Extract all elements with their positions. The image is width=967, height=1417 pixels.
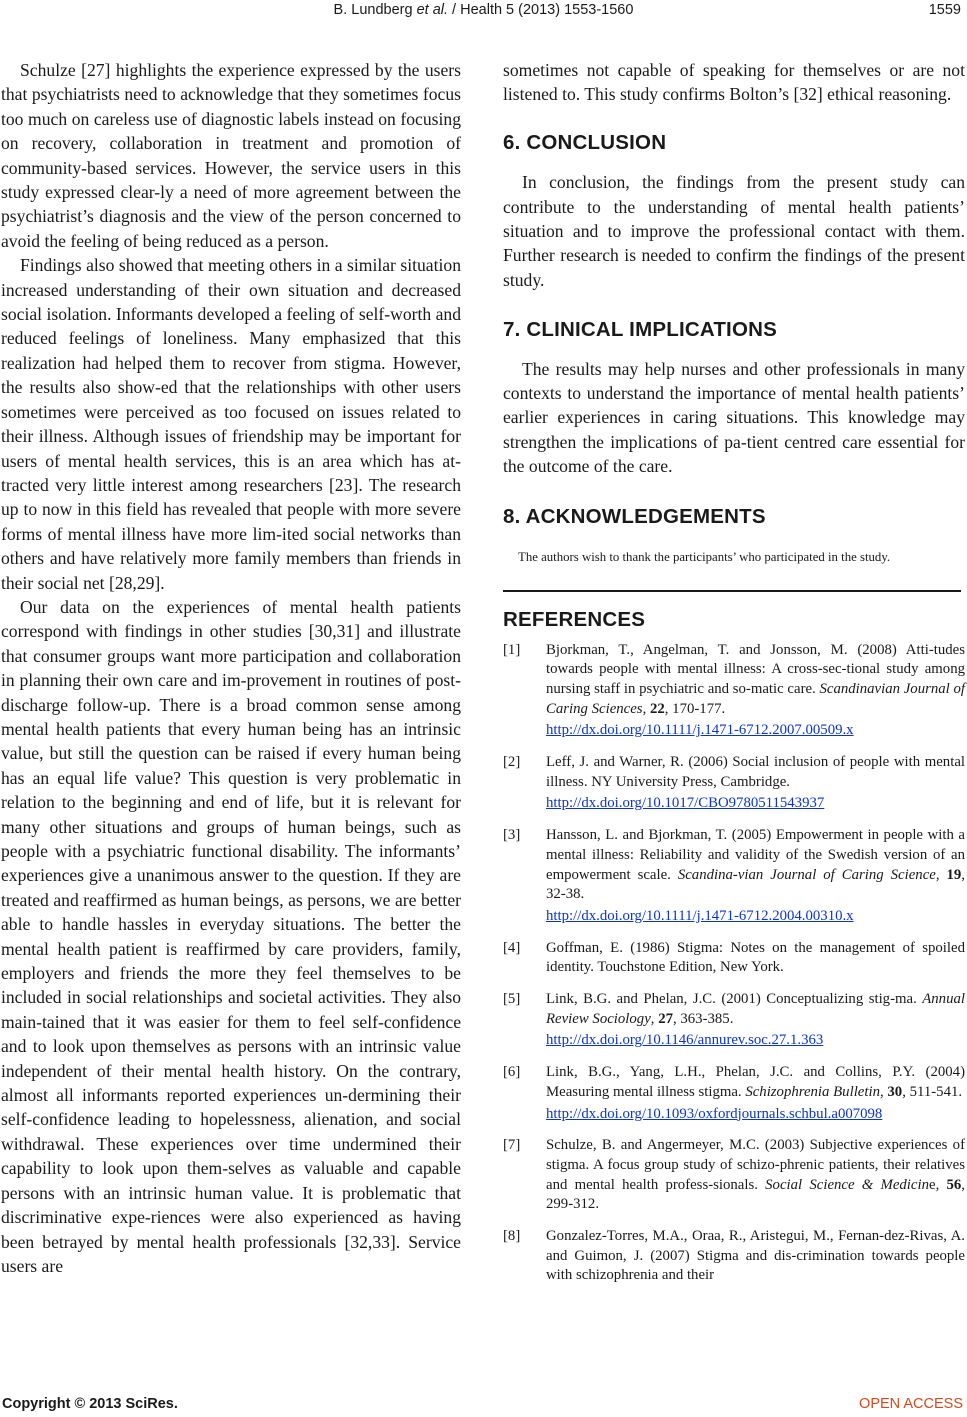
reference-number: [5] <box>503 991 521 1008</box>
reference-number: [8] <box>503 1228 521 1245</box>
header-citation <box>0 2 967 18</box>
reference-body <box>546 991 965 1027</box>
doi-link[interactable]: http://dx.doi.org/10.1111/j.1471-6712.2007.00509.x <box>546 722 854 739</box>
reference-item <box>503 826 965 927</box>
reference-item <box>503 753 965 814</box>
reference-number: [2] <box>503 754 521 771</box>
reference-item <box>503 990 965 1051</box>
reference-item <box>503 939 965 978</box>
reference-volume: 27 <box>658 1010 673 1027</box>
header-etal: et al. <box>416 2 449 18</box>
reference-pages: , 363-385. <box>672 1010 734 1027</box>
reference-item <box>503 1227 965 1286</box>
reference-number: [3] <box>503 827 521 844</box>
reference-item <box>503 1063 965 1124</box>
reference-list <box>503 641 965 1287</box>
doi-link[interactable]: http://dx.doi.org/10.1093/oxfordjournals.schbul.a007098 <box>546 1105 883 1122</box>
page-number: 1559 <box>928 2 961 18</box>
reference-pages: , 299-312. <box>546 1176 965 1213</box>
reference-number: [6] <box>503 1064 521 1081</box>
clinical-implications-heading: 7. CLINICAL IMPLICATIONS <box>503 318 777 342</box>
body-paragraph: Schulze [27] highlights the experience expressed by the users that psychiatrists need to acknowledge that they sometimes focus too much on careless use of diagnostic labels instead on focusing on recovery, collaboration in treatment and promotion of community-based services. However, the service users in this study expressed clear-ly a need of more agreement between the psychiatrist’s diagnosis and the view of the person concerned to avoid the feeling of being reduced as a person. <box>1 60 461 251</box>
reference-item <box>503 641 965 742</box>
reference-text: Bjorkman, T., Angelman, T. and Jonsson, M. (2008) Atti-tudes towards people with mental illness: A cross-sec-tional study among nursing staff in psychiatric and so-matic care. <box>546 641 965 697</box>
open-access-label: OPEN ACCESS <box>859 1396 963 1412</box>
body-paragraph: Our data on the experiences of mental health patients correspond with findings in other studies [30,31] and illustrate that consumer groups want more participation and collaboration in planning their own care and im-provement in routines of post-discharge follow-up. There is a broad common sense among mental health patients that every human being has an intrinsic value, but still the question can be raised if every human being has an equal life value? This question is very problematic in relation to the beginning and end of life, but it is relevant for many other situations and groups of human beings, such as people with a psychiatric functional disability. The informants’ experiences give a unanimous answer to the question. If they are treated and reaffirmed as human beings, as persons, we are better able to handle hassles in everyday situations. The better the mental health patient is reaffirmed by care providers, family, employers and friends the more they feel themselves to be included in social relationships and societal activities. They also main-tained that it was easier for them to feel self-confidence and to look upon themselves as persons with an intrinsic value independent of their mental health history. On the contrary, almost all informants reported experiences un-dermining their self-confidence leading to hopelessness, alienation, and social withdrawal. These experiences over time undermined their capability to look upon them-selves as valuable and capable persons with an intrinsic human value. It is problematic that discriminative expe-riences were also experienced as having been betrayed by mental health professionals [32,33]. Service users are <box>1 596 461 1276</box>
reference-separator: e, <box>929 1176 947 1193</box>
reference-journal: Scandina-vian Journal of Caring Science <box>677 866 936 883</box>
reference-journal: Annual Review Sociology <box>546 991 965 1027</box>
reference-journal: Social Science & Medicin <box>765 1176 929 1193</box>
doi-link[interactable]: http://dx.doi.org/10.1017/CBO9780511543937 <box>546 795 825 812</box>
doi-link[interactable]: http://dx.doi.org/10.1146/annurev.soc.27.1.363 <box>546 1032 824 1049</box>
reference-body <box>546 642 965 717</box>
reference-journal: Schizophrenia Bulletin <box>745 1083 880 1100</box>
left-column <box>1 58 461 1278</box>
reference-text: Hansson, L. and Bjorkman, T. (2005) Empowerment in people with a mental illness: Reliability and validity of the Swedish version of an empowerment scale. <box>546 827 965 883</box>
reference-text: Leff, J. and Warner, R. (2006) Social inclusion of people with mental illness. NY University Press, Cambridge. <box>546 754 965 790</box>
copyright-notice: Copyright © 2013 SciRes. <box>2 1396 178 1412</box>
reference-separator: , <box>650 1010 659 1027</box>
page-footer <box>0 1396 967 1416</box>
acknowledgements-text: The authors wish to thank the participants’ who participated in the study. <box>518 550 891 565</box>
reference-body <box>546 940 965 976</box>
reference-item <box>503 1136 965 1215</box>
reference-pages: , 511-541. <box>902 1083 963 1100</box>
reference-body <box>546 1137 965 1212</box>
clinical-implications-paragraph: The results may help nurses and other professionals in many contexts to understand the importance of mental health patients’ earlier experiences in caring situations. This knowledge may strengthen the implications of pa-tient centred care essential for the outcome of the care. <box>503 358 965 477</box>
conclusion-paragraph: In conclusion, the findings from the present study can contribute to the understanding of mental health patients’ situation and to improve the professional contact with them. Further research is needed to confirm the findings of the present study. <box>503 172 965 290</box>
header-authors: B. Lundberg <box>333 2 417 18</box>
acknowledgements-block <box>503 545 965 570</box>
reference-volume: 22 <box>649 700 665 717</box>
body-paragraph: Findings also showed that meeting others in a similar situation increased understanding of their own situation and decreased social isolation. Informants developed a feeling of self-worth and reduced feelings of loneliness. Many emphasized that this realization had helped them to recover from stigma. However, the results also show-ed that the relationships with other users sometimes were perceived as too focused on issues related to their illness. Although issues of friendship may be important for users of mental health services, this is an area which has at-tracted very little interest among researchers [23]. The research up to now in this field has revealed that people with more severe forms of mental illness have more lim-ited social networks than others and have relatively more family members than friends in their social net [28,29]. <box>1 255 461 593</box>
reference-number: [1] <box>503 641 521 658</box>
reference-body <box>546 1064 965 1100</box>
reference-pages: , 170-177. <box>664 700 726 717</box>
header-journal: / Health 5 (2013) 1553-1560 <box>448 2 634 18</box>
reference-number: [4] <box>503 939 521 956</box>
reference-body <box>546 827 965 902</box>
acknowledgements-heading: 8. ACKNOWLEDGEMENTS <box>503 504 766 528</box>
reference-separator: , <box>880 1083 888 1100</box>
reference-volume: 56 <box>946 1176 962 1193</box>
reference-separator: , <box>935 866 947 883</box>
reference-number: [7] <box>503 1137 521 1154</box>
reference-volume: 19 <box>946 866 962 883</box>
references-heading: REFERENCES <box>503 608 646 632</box>
reference-pages: , 32-38. <box>546 866 965 903</box>
reference-text: Schulze, B. and Angermeyer, M.C. (2003) Subjective experiences of stigma. A focus group study of schizo-phrenic patients, their relatives and mental health profess-sionals. <box>546 1137 965 1193</box>
reference-text: Link, B.G. and Phelan, J.C. (2001) Conceptualizing stig-ma. <box>546 991 923 1008</box>
reference-text: Link, B.G., Yang, L.H., Phelan, J.C. and Collins, P.Y. (2004) Measuring mental illness stigma. <box>546 1064 965 1100</box>
conclusion-heading: 6. CONCLUSION <box>503 130 667 154</box>
running-header <box>0 2 967 24</box>
reference-separator: , <box>642 700 650 717</box>
continuation-paragraph: sometimes not capable of speaking for themselves or are not listened to. This study confirms Bolton’s [32] ethical reasoning. <box>503 60 965 105</box>
doi-link[interactable]: http://dx.doi.org/10.1111/j.1471-6712.2004.00310.x <box>546 907 854 924</box>
reference-text: Gonzalez-Torres, M.A., Oraa, R., Aristegui, M., Fernan-dez-Rivas, A. and Guimon, J. (2007) Stigma and dis-crimination towards people with schizophrenia and their <box>546 1228 965 1284</box>
reference-body <box>546 754 965 790</box>
reference-journal: Scandinavian Journal of Caring Sciences <box>546 680 965 717</box>
reference-body <box>546 1228 965 1283</box>
reference-volume: 30 <box>887 1083 903 1100</box>
section-divider <box>503 590 961 592</box>
right-column <box>503 58 965 1298</box>
reference-text: Goffman, E. (1986) Stigma: Notes on the management of spoiled identity. Touchstone Edition, New York. <box>546 939 965 976</box>
